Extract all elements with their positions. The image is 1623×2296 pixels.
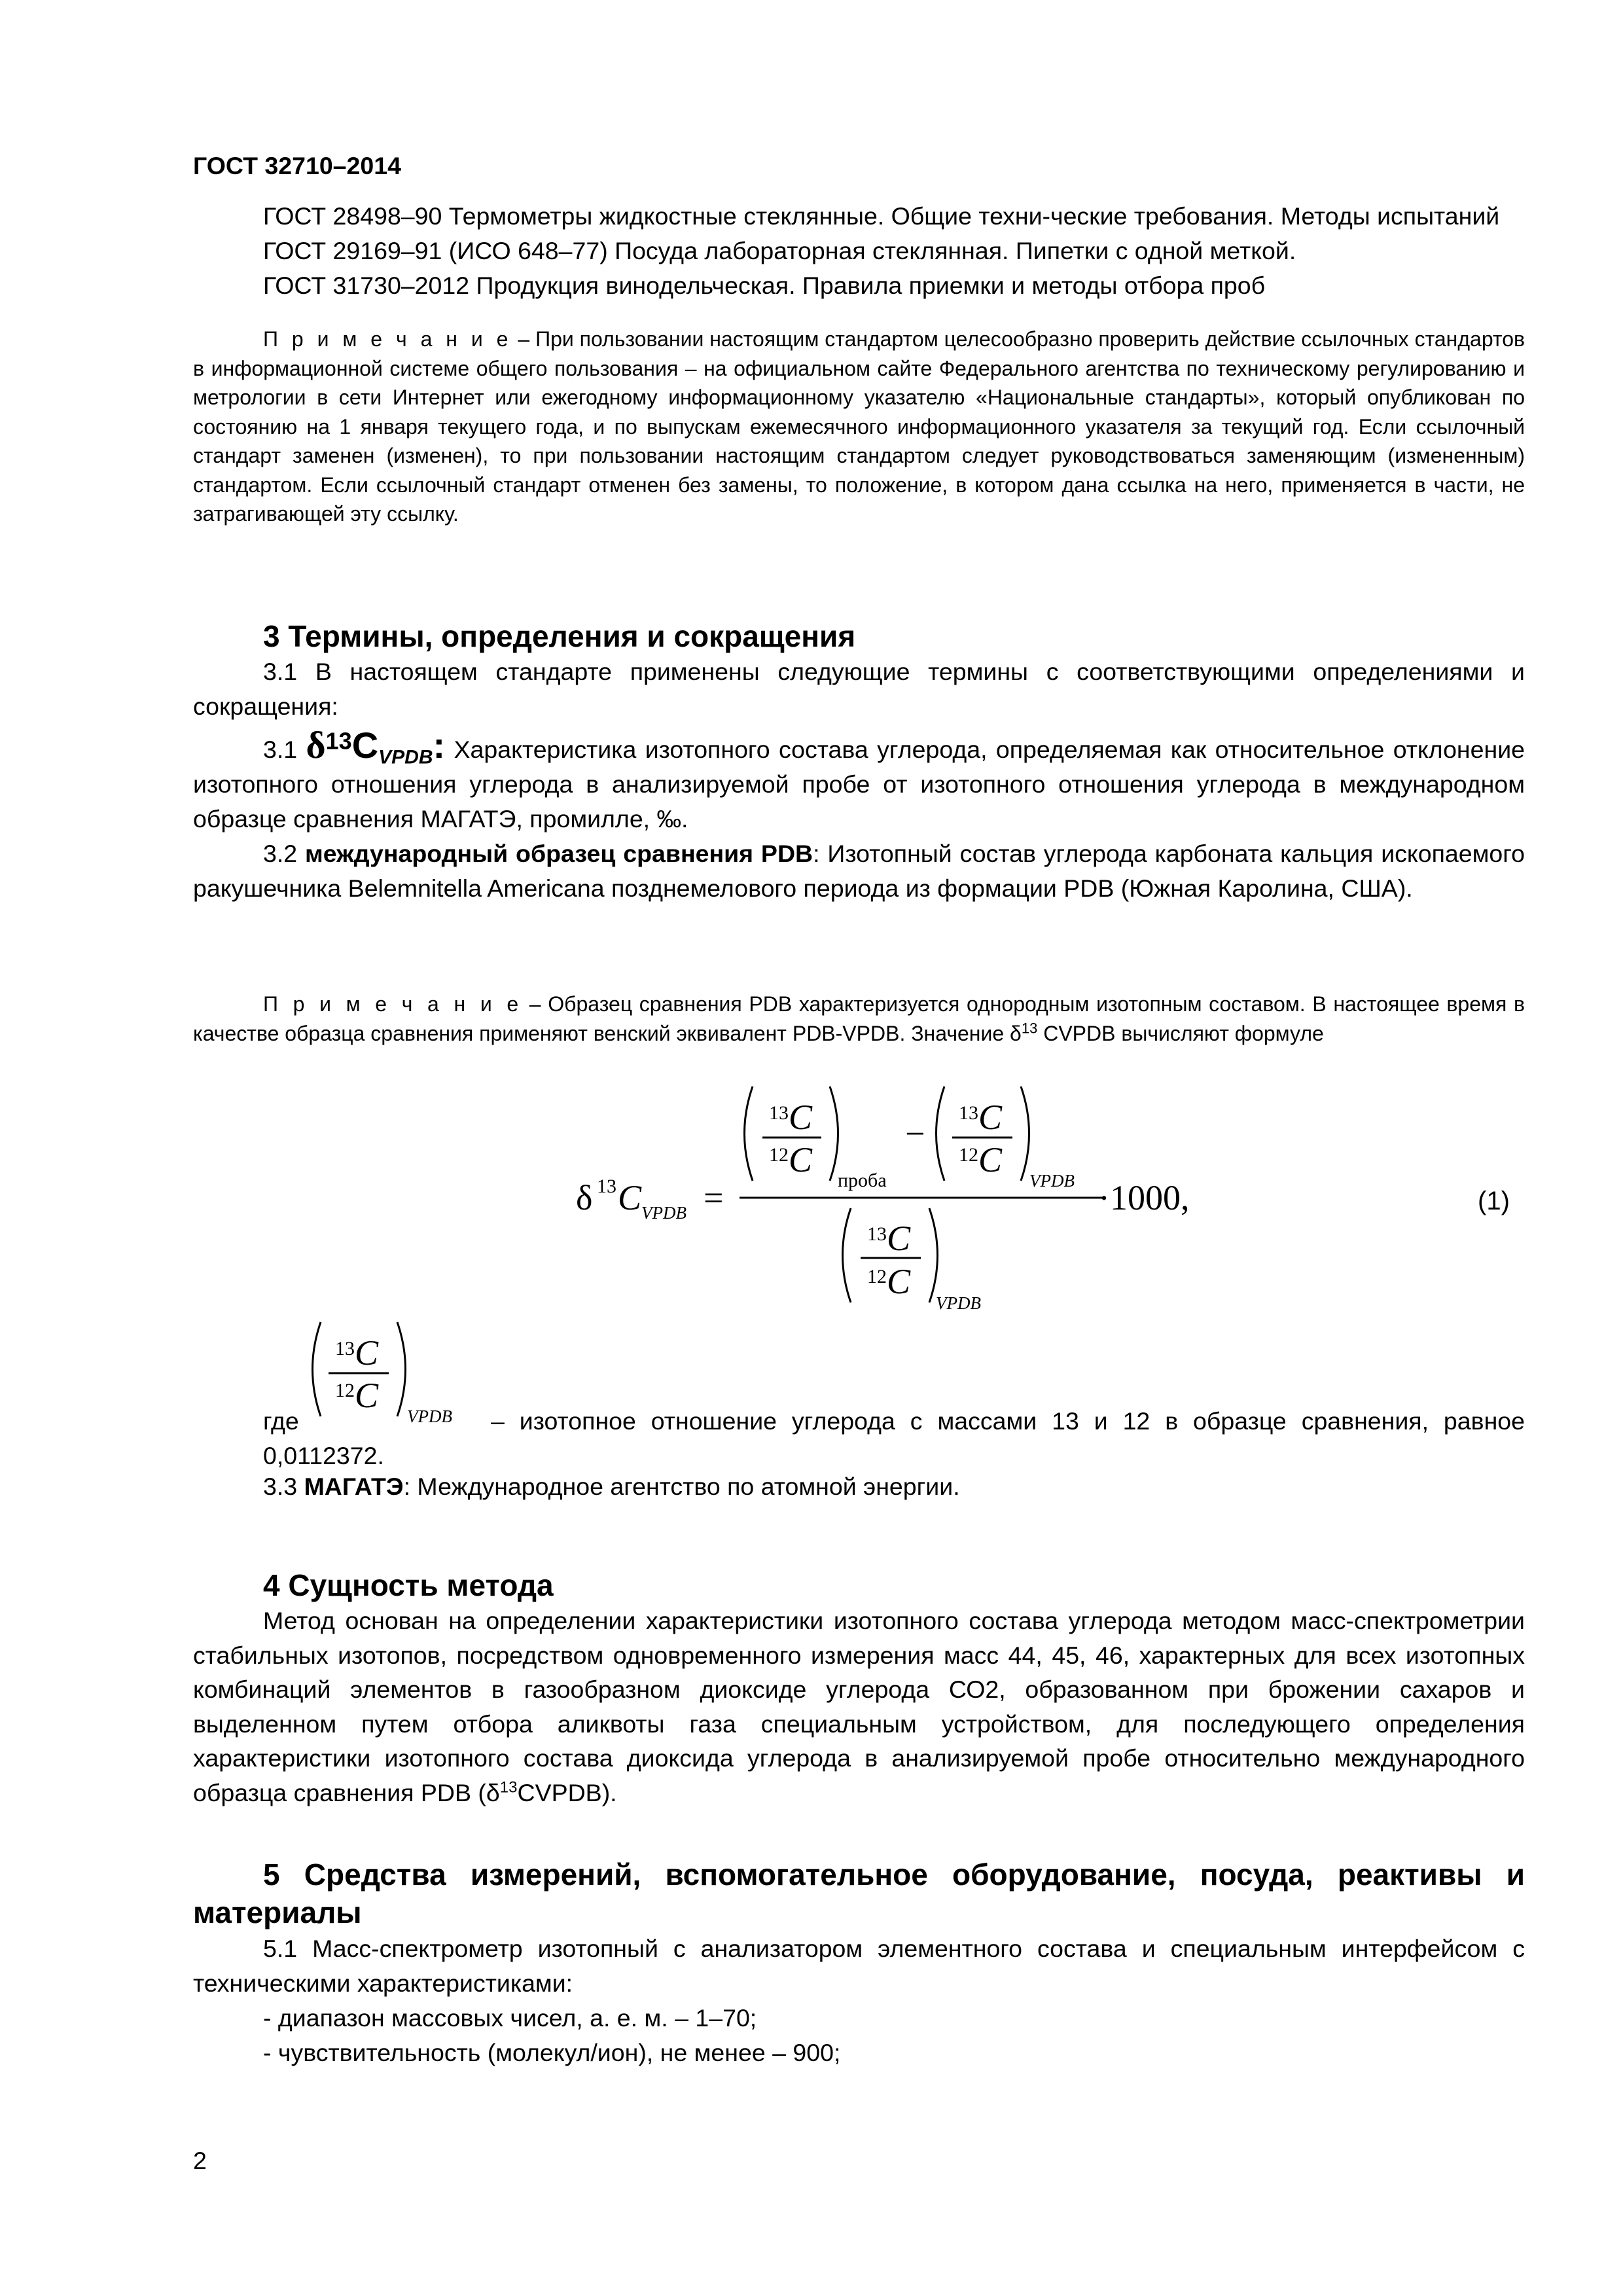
note-label: П р и м е ч а н и е (263, 327, 512, 351)
svg-text:13: 13 (769, 1102, 789, 1124)
paragraph-3-2: 3.2 международный образец сравнения PDB: Изотопный состав углерода карбоната кальция ископаемого ракушечника Belemnitella Americana позднемелового периода из формации PDB (Южная Каролина, США). (193, 840, 1525, 902)
paragraph-5-1: 5.1 Масс-спектрометр изотопный с анализатором элементного состава и специальным интерфейсом с техническими характеристиками: (193, 1935, 1525, 1997)
multiplier: ·1000, (1098, 1178, 1190, 1217)
svg-text:C: C (978, 1098, 1003, 1137)
svg-text:12: 12 (335, 1380, 355, 1401)
paren-left (745, 1086, 753, 1181)
section-3-title: 3 Термины, определения и сокращения (263, 619, 856, 653)
svg-text:12: 12 (867, 1266, 887, 1287)
svg-text:12: 12 (959, 1144, 978, 1166)
svg-text:−: − (905, 1114, 925, 1153)
svg-text:VPDB: VPDB (407, 1407, 452, 1426)
svg-text:C: C (618, 1178, 642, 1217)
list-item: - диапазон массовых чисел, а. е. м. – 1–70; (263, 2004, 757, 2032)
paren-left (313, 1322, 321, 1416)
paragraph-3-3: 3.3 МАГАТЭ: Международное агентство по атомной энергии. (263, 1473, 960, 1500)
paren-right (929, 1208, 938, 1302)
term-magate: МАГАТЭ (304, 1473, 404, 1500)
doc-code-header: ГОСТ 32710–2014 (193, 152, 401, 179)
note-references (193, 325, 1525, 529)
term-delta13c: 3.1 $\delta^{13}C_{VPDB}$: Характеристика изотопного состава углерода, определяемая как относительное отклонение изотопного отношения углерода в анализируемой пробе от изотопного отношения углерода в международном образце сравнения МАГАТЭ, промилле, ‰. (193, 724, 1525, 833)
where-explanation: – изотопное отношение углерода с массами 13 и 12 в образце сравнения, равное 0,0112372. (263, 1407, 1525, 1469)
where-label: где (263, 1407, 299, 1435)
svg-text:C: C (887, 1262, 911, 1301)
svg-text:VPDB: VPDB (641, 1203, 687, 1223)
section-4 (193, 1567, 1525, 1810)
formula-lhs-delta: δ (576, 1178, 593, 1217)
page-number: 2 (193, 2147, 207, 2174)
section-4-text: Метод основан на определении характеристики изотопного состава углерода методом масс-спектрометрии стабильных изотопов, посредством одновременного измерения масс 44, 45, 46, характерных для всех изотопных комбинаций элементов в газообразном диоксиде углерода СО2, образованном при брожении сахаров и выделенном путем отбора аликвоты газа специальным устройством, для последующего определения характеристики изотопного состава диоксида углерода в анализируемой пробе относительно международного образца сравнения PDB $(\delta^{13}CVPDB)$. (193, 1607, 1525, 1806)
section-3 (193, 618, 1525, 906)
reference-item: ГОСТ 29169–91 (ИСО 648–77) Посуда лабораторная стеклянная. Пипетки с одной меткой. (263, 237, 1296, 264)
section-5-title: 5 Средства измерений, вспомогательное оборудование, посуда, реактивы и материалы (193, 1857, 1525, 1929)
svg-text:C: C (355, 1376, 379, 1415)
svg-text:C: C (355, 1333, 379, 1372)
svg-text:VPDB: VPDB (936, 1293, 981, 1313)
references-block (193, 199, 1525, 303)
paren-right (830, 1086, 838, 1181)
paren-left (936, 1086, 945, 1181)
reference-item: ГОСТ 28498–90 Термометры жидкостные стеклянные. Общие техни-ческие требования. Методы испытаний (263, 202, 1500, 230)
note-text: – При пользовании настоящим стандартом целесообразно проверить действие ссылочных стандартов в информационной системе общего пользования – на официальном сайте Федерального агентства по техническому регулированию и метрологии в сети Интернет или ежегодному информационному указателю «Национальные стандарты», который опубликован по состоянию на 1 января текущего года, и по выпускам ежемесячного информационного указателя за текущий год. Если ссылочный стандарт заменен (изменен), то при пользовании настоящим стандартом следует руководствоваться заменяющим (измененным) стандартом. Если ссылочный стандарт отменен без замены, то положение, в котором дана ссылка на него, применяется в части, не затрагивающей эту ссылку. (193, 327, 1525, 526)
svg-text:12: 12 (769, 1144, 789, 1166)
note-pdb: П р и м е ч а н и е – Образец сравнения PDB характеризуется однородным изотопным составом. В настоящее время в качестве образца сравнения применяют венский эквивалент PDB-VPDB. Значение $\delta^{13}$ CVPDB вычисляют формуле (193, 992, 1525, 1045)
term-pdb: международный образец сравнения PDB (305, 840, 813, 867)
svg-text:C: C (978, 1140, 1003, 1179)
reference-item: ГОСТ 31730–2012 Продукция винодельческая. Правила приемки и методы отбора проб (263, 272, 1266, 299)
delta-symbol: δ (306, 724, 326, 766)
section-5 (193, 1856, 1525, 2070)
svg-text:13: 13 (335, 1338, 355, 1359)
svg-text:C: C (789, 1140, 813, 1179)
svg-text:VPDB: VPDB (1029, 1171, 1075, 1191)
paren-left (843, 1208, 851, 1302)
sample-subscript: проба (838, 1170, 887, 1191)
paren-right (397, 1322, 406, 1416)
paragraph-3-1: 3.1 В настоящем стандарте применены следующие термины с соответствующими определениями и сокращения: (193, 658, 1525, 720)
equation-number: (1) (1478, 1187, 1510, 1215)
paren-right (1021, 1086, 1029, 1181)
note-label: П р и м е ч а н и е (263, 992, 523, 1016)
svg-text:C: C (789, 1098, 813, 1137)
section-4-title: 4 Сущность метода (263, 1568, 554, 1602)
svg-text:13: 13 (959, 1102, 978, 1124)
svg-text:13: 13 (597, 1175, 616, 1197)
formula-1 (550, 1080, 1525, 1332)
svg-text:=: = (704, 1178, 724, 1217)
list-item: - чувствительность (молекул/ион), не менее – 900; (263, 2039, 841, 2066)
svg-text:13: 13 (867, 1223, 887, 1245)
svg-text:C: C (887, 1219, 911, 1258)
